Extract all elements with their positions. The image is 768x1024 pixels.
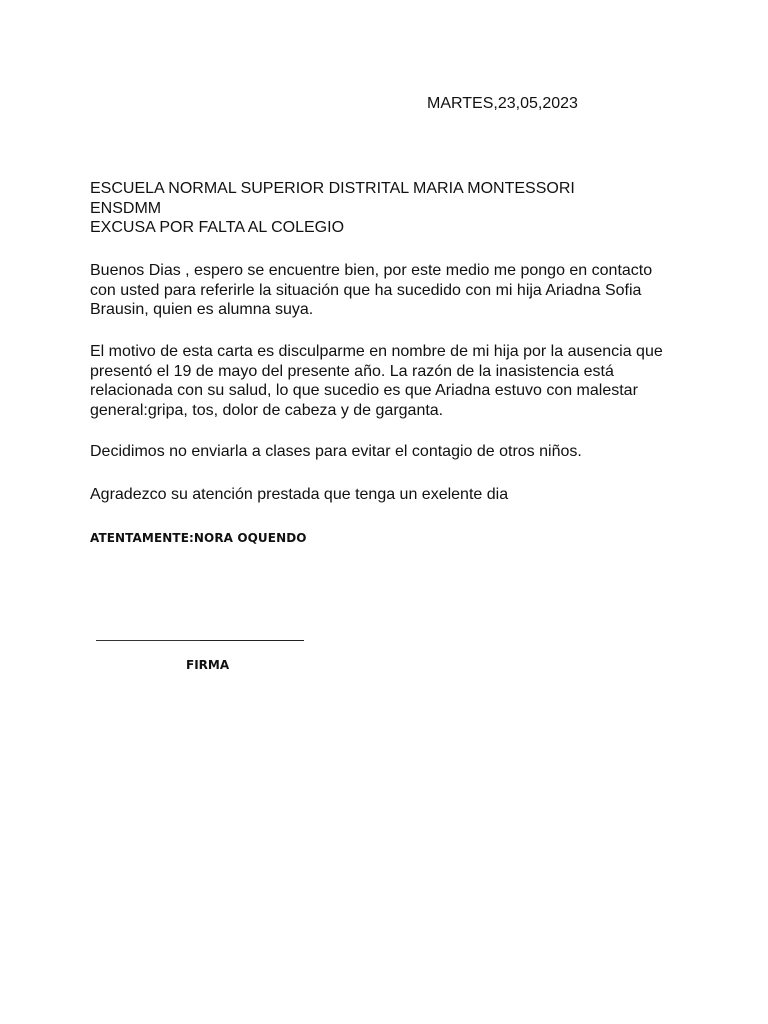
letter-date: MARTES,23,05,2023: [427, 95, 578, 112]
paragraph-line: general:gripa, tos, dolor de cabeza y de garganta.: [90, 401, 444, 419]
decision-paragraph: [90, 442, 690, 462]
thanks-paragraph: [90, 485, 690, 505]
paragraph-line: con usted para referirle la situación que ha sucedido con mi hija Ariadna Sofia: [90, 281, 642, 299]
letter-subject: EXCUSA POR FALTA AL COLEGIO: [90, 219, 345, 236]
reason-paragraph: [90, 342, 690, 420]
letter-heading: [90, 179, 575, 238]
greeting-paragraph: [90, 261, 690, 320]
signature-label: FIRMA: [186, 658, 230, 672]
paragraph-line: presentó el 19 de mayo del presente año. La razón de la inasistencia está: [90, 362, 614, 380]
paragraph-line: Decidimos no enviarla a clases para evitar el contagio de otros niños.: [90, 443, 582, 460]
school-acronym: ENSDMM: [90, 199, 162, 217]
paragraph-line: Agradezco su atención prestada que tenga un exelente dia: [90, 486, 509, 503]
closing-signoff: ATENTAMENTE:NORA OQUENDO: [90, 531, 307, 545]
signature-line: [96, 640, 304, 641]
paragraph-line: Brausin, quien es alumna suya.: [90, 301, 314, 318]
paragraph-line: relacionada con su salud, lo que sucedio es que Ariadna estuvo con malestar: [90, 382, 638, 399]
paragraph-line: El motivo de esta carta es disculparme en nombre de mi hija por la ausencia que: [90, 343, 663, 360]
paragraph-line: Buenos Dias , espero se encuentre bien, por este medio me pongo en contacto: [90, 262, 653, 279]
school-name: ESCUELA NORMAL SUPERIOR DISTRITAL MARIA MONTESSORI: [90, 180, 575, 197]
